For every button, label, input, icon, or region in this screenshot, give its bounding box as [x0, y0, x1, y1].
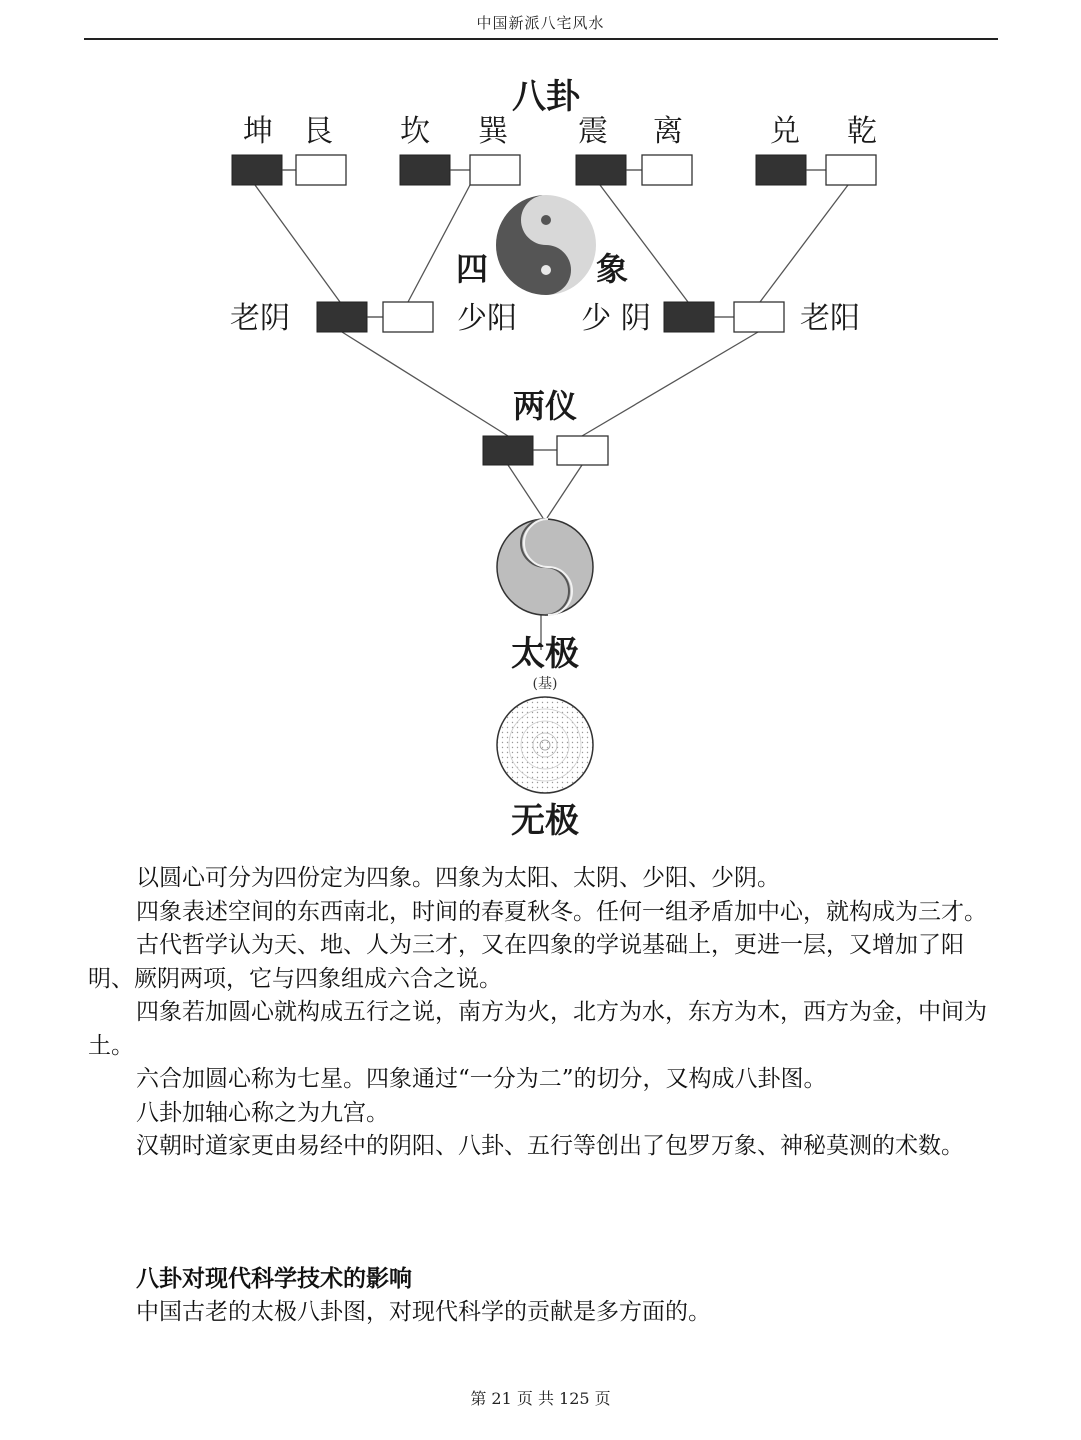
- trigram-kan: 坎: [400, 114, 430, 149]
- liangyi-label: 两仪: [512, 387, 578, 425]
- section-heading: 八卦对现代科学技术的影响: [136, 1265, 412, 1292]
- box-pair-liangyi: [483, 436, 608, 465]
- trigram-kun: 坤: [243, 114, 273, 149]
- box-pair-sixiang-left: [317, 302, 433, 332]
- paragraph: 以圆心可分为四份定为四象。四象为太阳、太阴、少阳、少阴。: [136, 865, 780, 891]
- header-rule: [84, 38, 998, 40]
- paragraph: 汉朝时道家更由易经中的阴阳、八卦、五行等创出了包罗万象、神秘莫测的术数。: [136, 1133, 964, 1159]
- trigram-qian: 乾: [847, 114, 877, 149]
- sixiang-char-xiang: 象: [595, 250, 629, 288]
- bagua-diagram: [0, 60, 1081, 850]
- paragraph: 八卦加轴心称之为九宫。: [136, 1099, 389, 1126]
- trigram-dui: 兑: [770, 114, 800, 149]
- trigram-zhen: 震: [578, 114, 608, 149]
- bagua-title: 八卦: [512, 77, 580, 117]
- box-pair-zhen-li: [576, 155, 692, 185]
- page-footer: 第 21 页 共 125 页: [470, 1389, 611, 1408]
- section-science: [88, 1262, 998, 1329]
- label-shao-yang: 少阳: [457, 301, 517, 336]
- label-shao-yin: 少 阴: [581, 301, 651, 336]
- box-pair-sixiang-right: [664, 302, 784, 332]
- box-pair-dui-qian: [756, 155, 876, 185]
- sixiang-boxes: [317, 302, 784, 332]
- box-pair-kun-gen: [232, 155, 346, 185]
- wuji-label: 无极: [511, 801, 579, 841]
- sixiang-char-si: 四: [455, 250, 489, 288]
- taiji-label: 太极: [511, 634, 579, 674]
- paragraph: 古代哲学认为天、地、人为三才，又在四象的学说基础上，更进一层，又增加了阳明、厥阴两项，它与四象组成六合之说。: [88, 932, 964, 992]
- yin-yang-icon: [496, 195, 596, 295]
- trigram-li: 离: [653, 114, 683, 149]
- body-text: [88, 862, 998, 1164]
- paragraph: 六合加圆心称为七星。四象通过“一分为二”的切分，又构成八卦图。: [136, 1066, 827, 1092]
- trigram-xun: 巽: [478, 114, 508, 149]
- bagua-boxes: [232, 155, 876, 185]
- paragraph: 四象若加圆心就构成五行之说，南方为火，北方为水，东方为木，西方为金，中间为土。: [88, 999, 987, 1059]
- trigram-gen: 艮: [303, 114, 333, 149]
- paragraph: 四象表述空间的东西南北，时间的春夏秋冬。任何一组矛盾加中心，就构成为三才。: [136, 898, 987, 925]
- box-pair-kan-xun: [400, 155, 520, 185]
- page-header: 中国新派八宅风水: [476, 14, 605, 32]
- taiji-icon: [497, 519, 593, 615]
- ji-note: (基): [532, 676, 558, 692]
- wuji-icon: [497, 697, 593, 793]
- section-paragraph: 中国古老的太极八卦图，对现代科学的贡献是多方面的。: [136, 1298, 711, 1325]
- label-lao-yin: 老阴: [230, 301, 290, 336]
- label-lao-yang: 老阳: [800, 301, 860, 336]
